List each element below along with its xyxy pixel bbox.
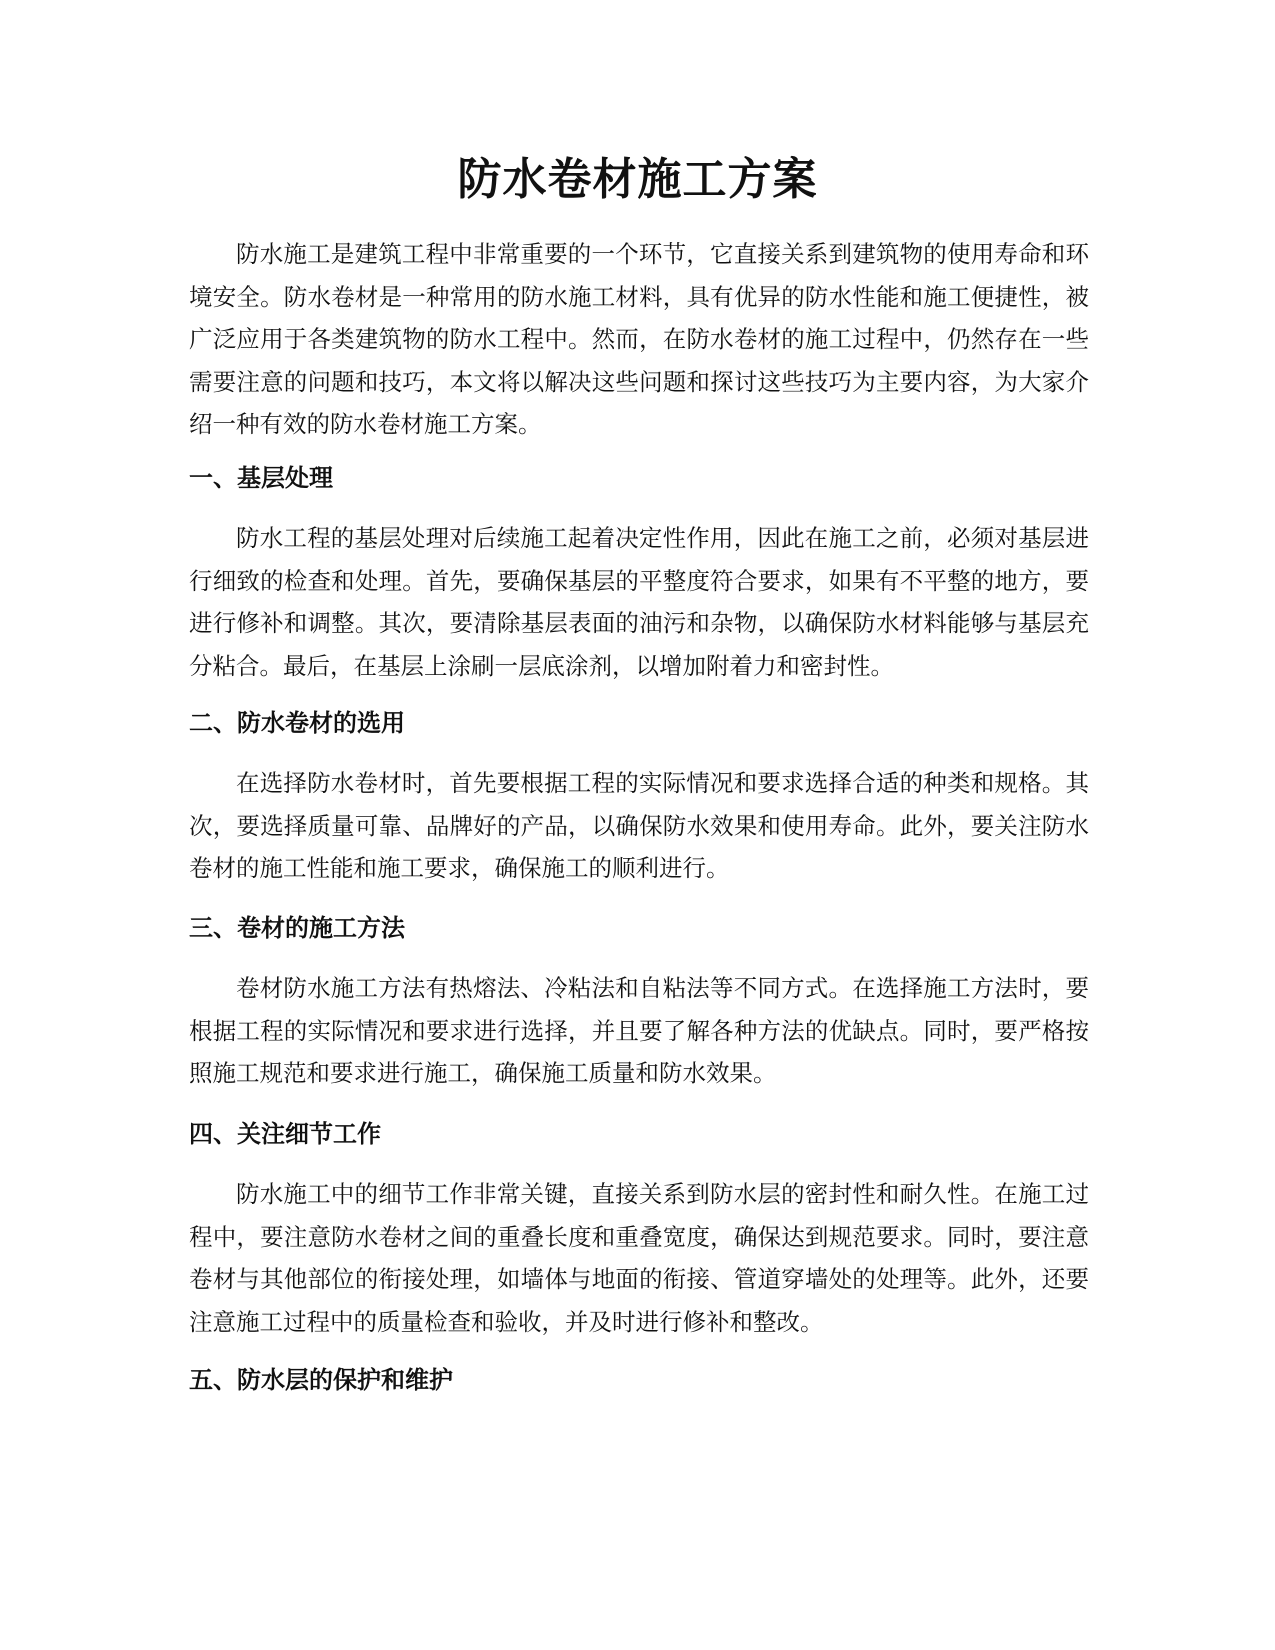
- document-title: 防水卷材施工方案: [457, 154, 818, 205]
- section-body-3: 卷材防水施工方法有热熔法、冷粘法和自粘法等不同方式。在选择施工方法时，要根据工程的实际情况和要求进行选择，并且要了解各种方法的优缺点。同时，要严格按照施工规范和要求进行施工，确保施工质量和防水效果。: [189, 974, 1089, 1088]
- section-heading-3: 三、卷材的施工方法: [189, 914, 405, 942]
- section-body-1: 防水工程的基层处理对后续施工起着决定性作用，因此在施工之前，必须对基层进行细致的检查和处理。首先，要确保基层的平整度符合要求，如果有不平整的地方，要进行修补和调整。其次，要清除基层表面的油污和杂物，以确保防水材料能够与基层充分粘合。最后，在基层上涂刷一层底涂剂，以增加附着力和密封性。: [189, 524, 1089, 680]
- section-heading-5: 五、防水层的保护和维护: [189, 1366, 453, 1394]
- section-body-4: 防水施工中的细节工作非常关键，直接关系到防水层的密封性和耐久性。在施工过程中，要注意防水卷材之间的重叠长度和重叠宽度，确保达到规范要求。同时，要注意卷材与其他部位的衔接处理，如墙体与地面的衔接、管道穿墙处的处理等。此外，还要注意施工过程中的质量检查和验收，并及时进行修补和整改。: [189, 1180, 1089, 1336]
- section-heading-2: 二、防水卷材的选用: [189, 709, 405, 737]
- intro-paragraph: 防水施工是建筑工程中非常重要的一个环节，它直接关系到建筑物的使用寿命和环境安全。防水卷材是一种常用的防水施工材料，具有优异的防水性能和施工便捷性，被广泛应用于各类建筑物的防水工程中。然而，在防水卷材的施工过程中，仍然存在一些需要注意的问题和技巧，本文将以解决这些问题和探讨这些技巧为主要内容，为大家介绍一种有效的防水卷材施工方案。: [189, 240, 1089, 439]
- section-heading-1: 一、基层处理: [189, 464, 333, 492]
- section-heading-4: 四、关注细节工作: [189, 1120, 381, 1148]
- section-body-2: 在选择防水卷材时，首先要根据工程的实际情况和要求选择合适的种类和规格。其次，要选择质量可靠、品牌好的产品，以确保防水效果和使用寿命。此外，要关注防水卷材的施工性能和施工要求，确保施工的顺利进行。: [189, 769, 1089, 883]
